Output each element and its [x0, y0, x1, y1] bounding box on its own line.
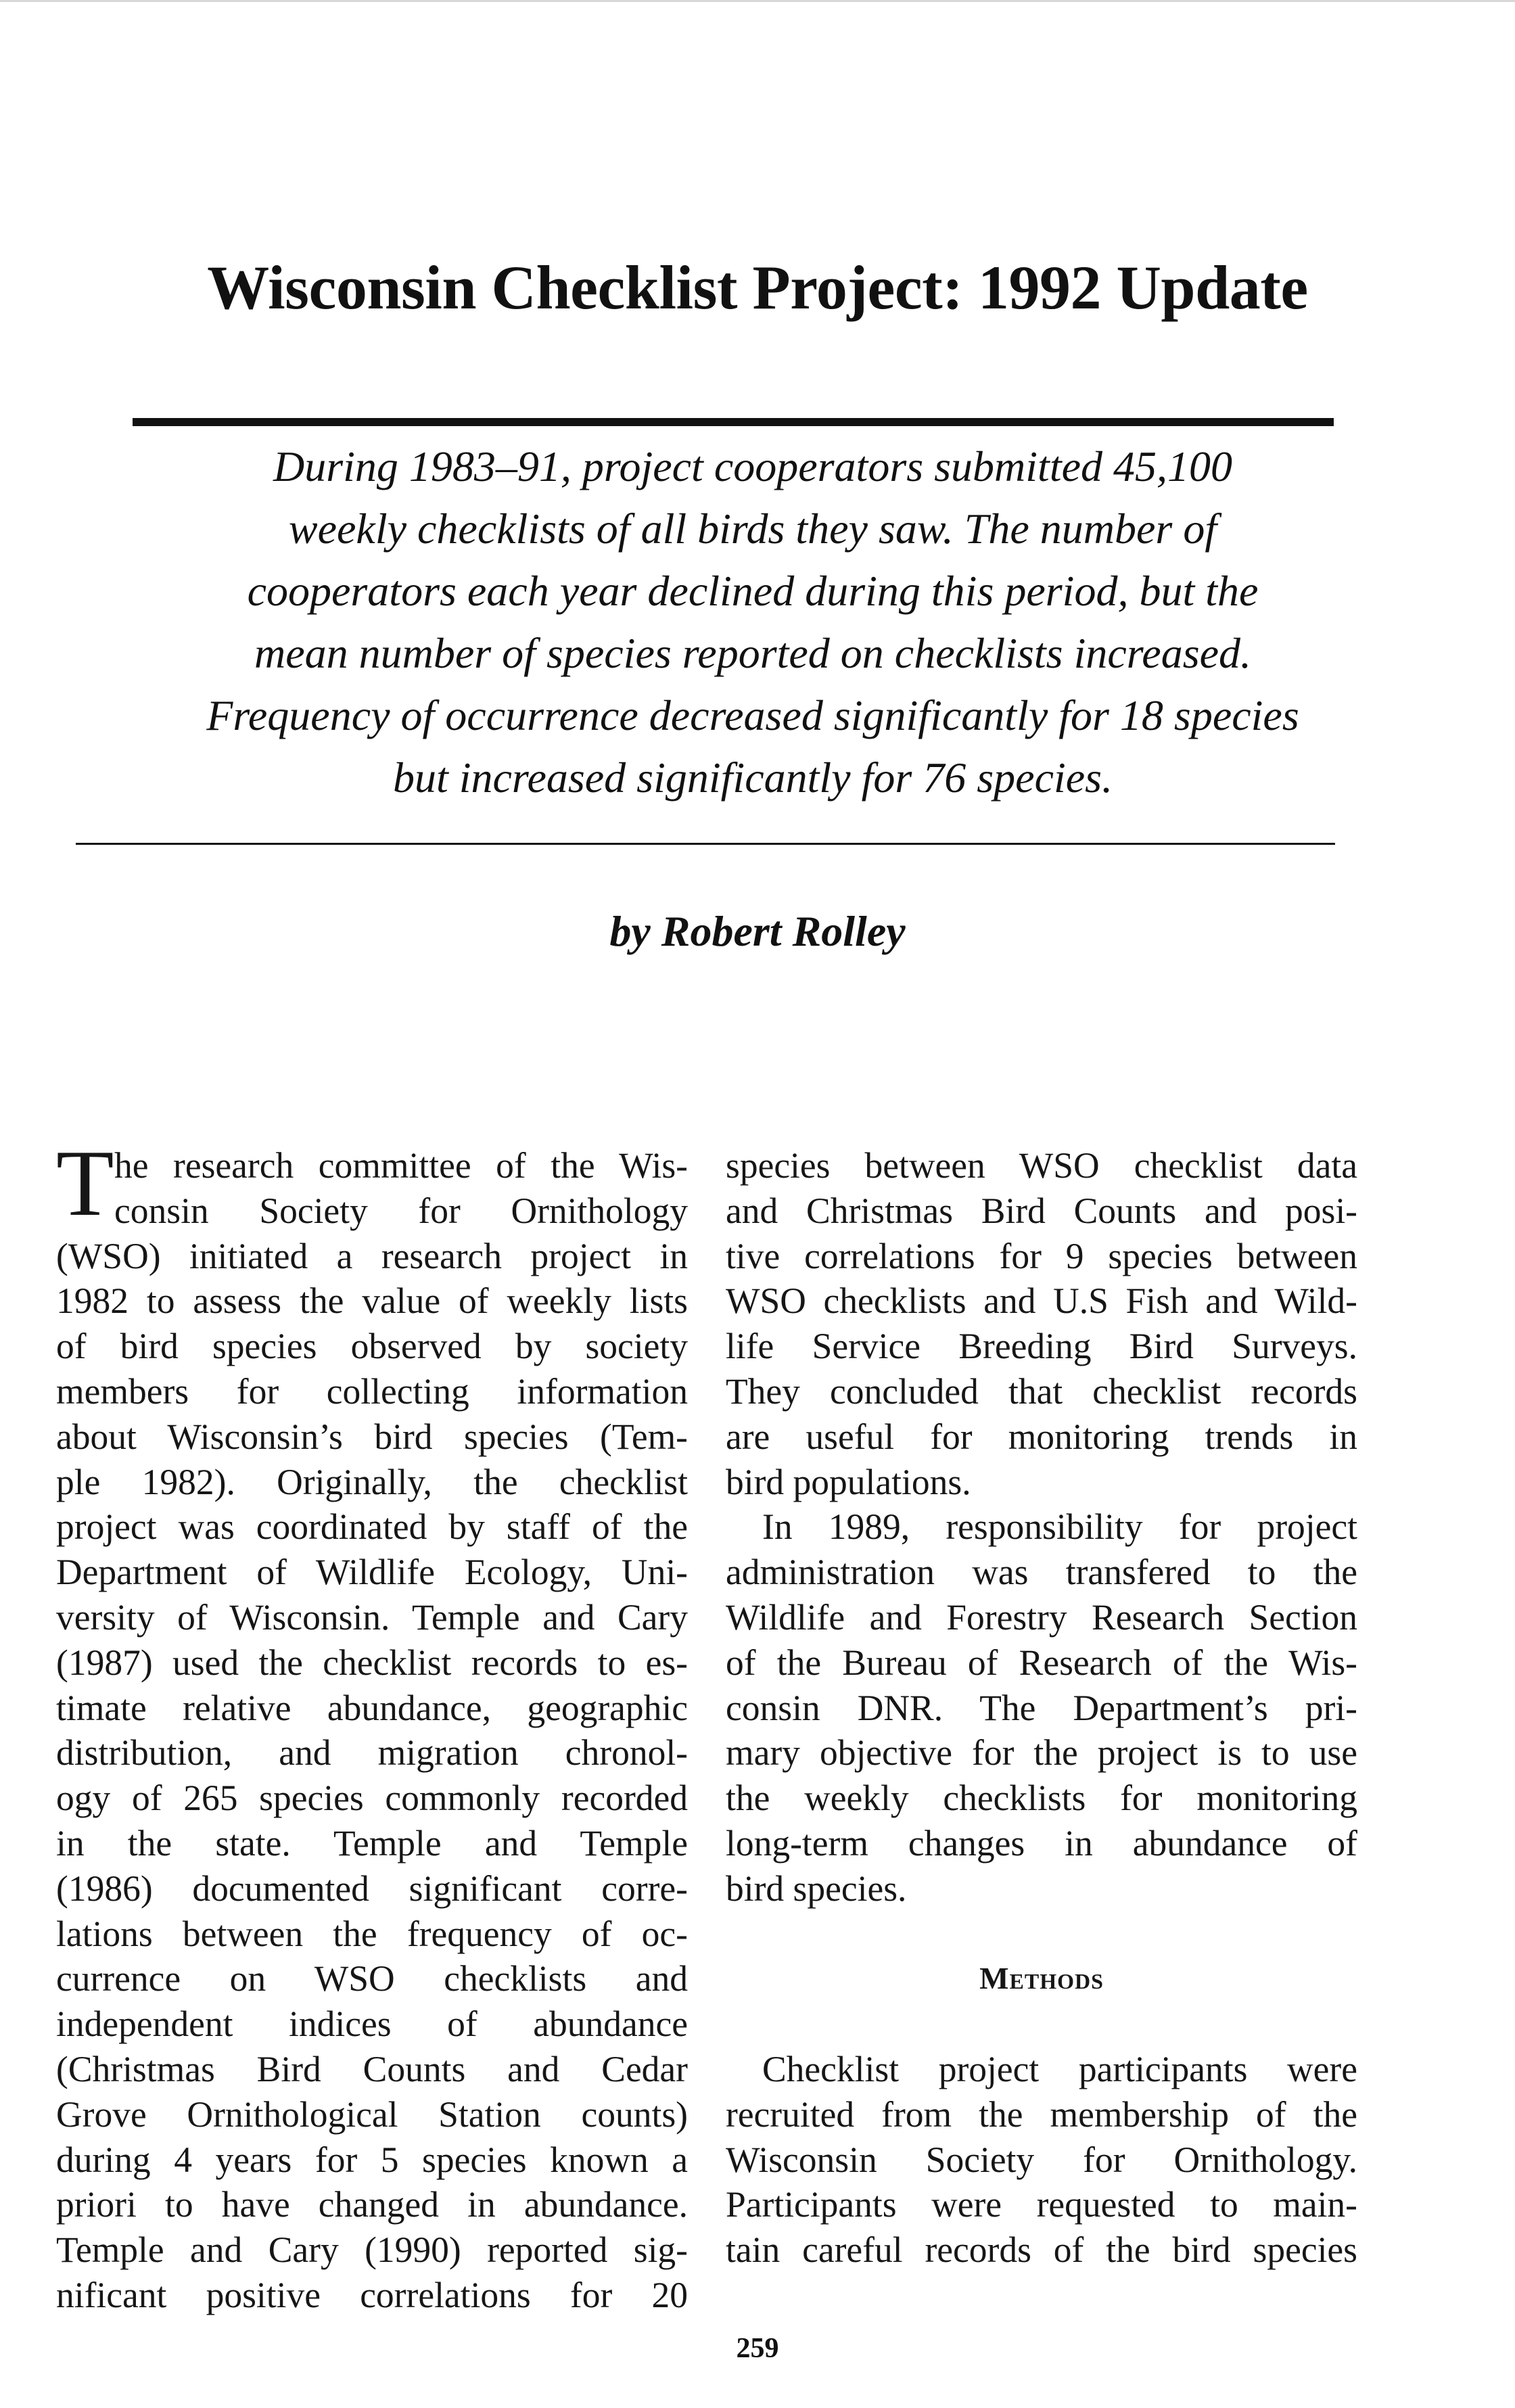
body-line: In 1989, responsibility for project — [762, 1506, 1357, 1548]
left-column — [56, 1131, 688, 2318]
body-line: Wisconsin Society for Ornithology. — [726, 2139, 1357, 2180]
body-line: Department of Wildlife Ecology, Uni- — [56, 1552, 688, 1593]
body-line: They concluded that checklist records — [726, 1370, 1357, 1412]
body-line: ogy of 265 species commonly recorded — [56, 1778, 688, 1819]
body-line: Grove Ornithological Station counts) — [56, 2093, 688, 2135]
body-line: project was coordinated by staff of the — [56, 1506, 688, 1548]
spacer — [726, 1912, 1357, 1957]
body-line: (1987) used the checklist records to es- — [56, 1642, 688, 1683]
abstract-line: mean number of species reported on checklists increased. — [254, 629, 1251, 677]
abstract-bottom-rule — [76, 843, 1335, 845]
body-line: of the Bureau of Research of the Wis- — [726, 1642, 1357, 1683]
body-line: recruited from the membership of the — [726, 2093, 1357, 2135]
body-line: (1986) documented significant corre- — [56, 1868, 688, 1909]
right-column — [726, 1143, 1357, 2273]
body-line: tive correlations for 9 species between — [726, 1235, 1357, 1276]
body-line: WSO checklists and U.S Fish and Wild- — [726, 1280, 1357, 1322]
abstract-line: weekly checklists of all birds they saw. The number of — [288, 505, 1217, 553]
body-line: mary objective for the project is to use — [726, 1732, 1357, 1774]
body-line: tain careful records of the bird species — [726, 2229, 1357, 2271]
abstract-line: Frequency of occurrence decreased significantly for 18 species — [206, 691, 1299, 739]
body-line: lations between the frequency of oc- — [56, 1913, 688, 1954]
body-line: bird species. — [726, 1868, 907, 1909]
body-line: distribution, and migration chronol- — [56, 1732, 688, 1774]
body-line: of bird species observed by society — [56, 1326, 688, 1367]
body-line: Temple and Cary (1990) reported sig- — [56, 2229, 688, 2271]
body-line: (Christmas Bird Counts and Cedar — [56, 2048, 688, 2089]
body-line: timate relative abundance, geographic — [56, 1687, 688, 1728]
body-line: (WSO) initiated a research project in — [56, 1235, 688, 1276]
body-line: are useful for monitoring trends in — [726, 1416, 1357, 1457]
body-line: about Wisconsin’s bird species (Tem- — [56, 1416, 688, 1457]
body-line: long-term changes in abundance of — [726, 1822, 1357, 1863]
drop-cap: T — [56, 1131, 114, 1236]
spacer — [726, 2001, 1357, 2047]
body-line: priori to have changed in abundance. — [56, 2184, 688, 2225]
body-line: independent indices of abundance — [56, 2004, 688, 2045]
body-line: Wildlife and Forestry Research Section — [726, 1596, 1357, 1638]
body-line: he research committee of the Wis- — [114, 1145, 688, 1186]
abstract-line: During 1983–91, project cooperators submitted 45,100 — [273, 442, 1232, 490]
section-heading-methods: Methods — [979, 1961, 1104, 1996]
abstract-line: cooperators each year declined during this period, but the — [247, 567, 1259, 615]
body-line: members for collecting information — [56, 1370, 688, 1412]
body-line: nificant positive correlations for 20 — [56, 2274, 688, 2315]
abstract — [80, 436, 1426, 809]
page-number: 259 — [736, 2333, 779, 2364]
abstract-top-rule — [133, 418, 1334, 426]
body-line: currence on WSO checklists and — [56, 1958, 688, 1999]
body-line: and Christmas Bird Counts and posi- — [726, 1190, 1357, 1231]
body-line: 1982 to assess the value of weekly lists — [56, 1280, 688, 1322]
body-line: life Service Breeding Bird Surveys. — [726, 1326, 1357, 1367]
abstract-line: but increased significantly for 76 species. — [392, 754, 1113, 802]
body-line: species between WSO checklist data — [726, 1145, 1357, 1186]
body-line: bird populations. — [726, 1461, 971, 1502]
top-edge-rule — [0, 0, 1515, 2]
body-line: administration was transfered to the — [726, 1552, 1357, 1593]
article-title: Wisconsin Checklist Project: 1992 Update — [207, 253, 1308, 322]
body-line: ple 1982). Originally, the checklist — [56, 1461, 688, 1502]
body-line: in the state. Temple and Temple — [56, 1822, 688, 1863]
body-line: consin DNR. The Department’s pri- — [726, 1687, 1357, 1728]
body-line: consin Society for Ornithology — [114, 1190, 688, 1231]
body-line: during 4 years for 5 species known a — [56, 2139, 688, 2180]
body-line: Checklist project participants were — [762, 2048, 1357, 2089]
body-line: Participants were requested to main- — [726, 2184, 1357, 2225]
author-byline: by Robert Rolley — [609, 907, 906, 955]
body-line: the weekly checklists for monitoring — [726, 1778, 1357, 1819]
body-line: versity of Wisconsin. Temple and Cary — [56, 1596, 688, 1638]
